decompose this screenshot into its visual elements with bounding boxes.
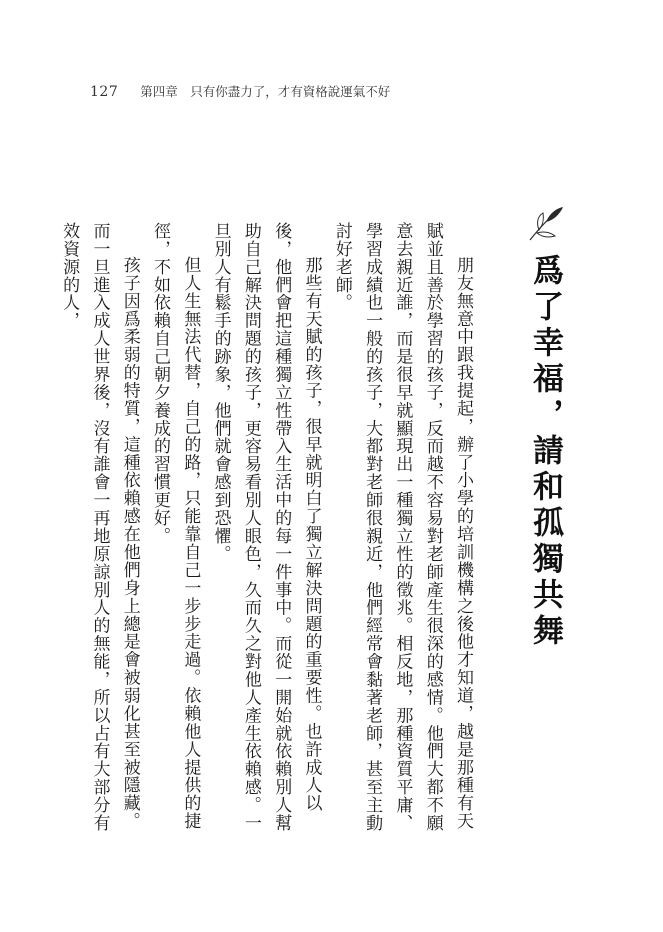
leaf-sprig-icon	[526, 204, 566, 244]
paragraph-2: 那些有天賦的孩子，很早就明白了獨立解決問題的重要性。也許成人以後，他們會把這種獨立性帶入生活中的每一件事中。而從一開始就依賴別人幫助自己解決問題的孩子，更容易看別人眼色，久而久之對他人產生依賴感。一旦別人有鬆手的跡象，他們就會感到恐懼。	[210, 222, 322, 832]
article-body	[58, 222, 478, 842]
chapter-title: 第四章 只有你盡力了，才有資格說運氣不好	[140, 84, 391, 99]
page-number: 127	[90, 84, 119, 100]
paragraph-4: 孩子因爲柔弱的特質，這種依賴感在他們身上總是會被弱化甚至被隱藏。而一旦進入成人世界後，沒有誰會一再地原諒別人的無能，所以占有大部分有效資源的人，	[59, 222, 140, 832]
paragraph-1: 朋友無意中跟我提起，辦了小學的培訓機構之後他才知道，越是那種有天賦並且善於學習的孩子，反而越不容易對老師產生很深的感情。他們大都不願意去親近誰，而是很早就顯現出一種獨立性的徵兆。相反地，那種資質平庸、學習成績也一般的孩子，大都對老師很親近，他們經常會黏著老師，甚至主動討好老師。	[331, 222, 473, 832]
article-title: 爲了幸福，請和孤獨共舞	[527, 254, 563, 650]
running-header	[90, 82, 390, 102]
paragraph-3: 但人生無法代替，自己的路，只能靠自己一步步走過。依賴他人提供的捷徑，不如依賴自己朝夕養成的習慣更好。	[150, 222, 201, 831]
